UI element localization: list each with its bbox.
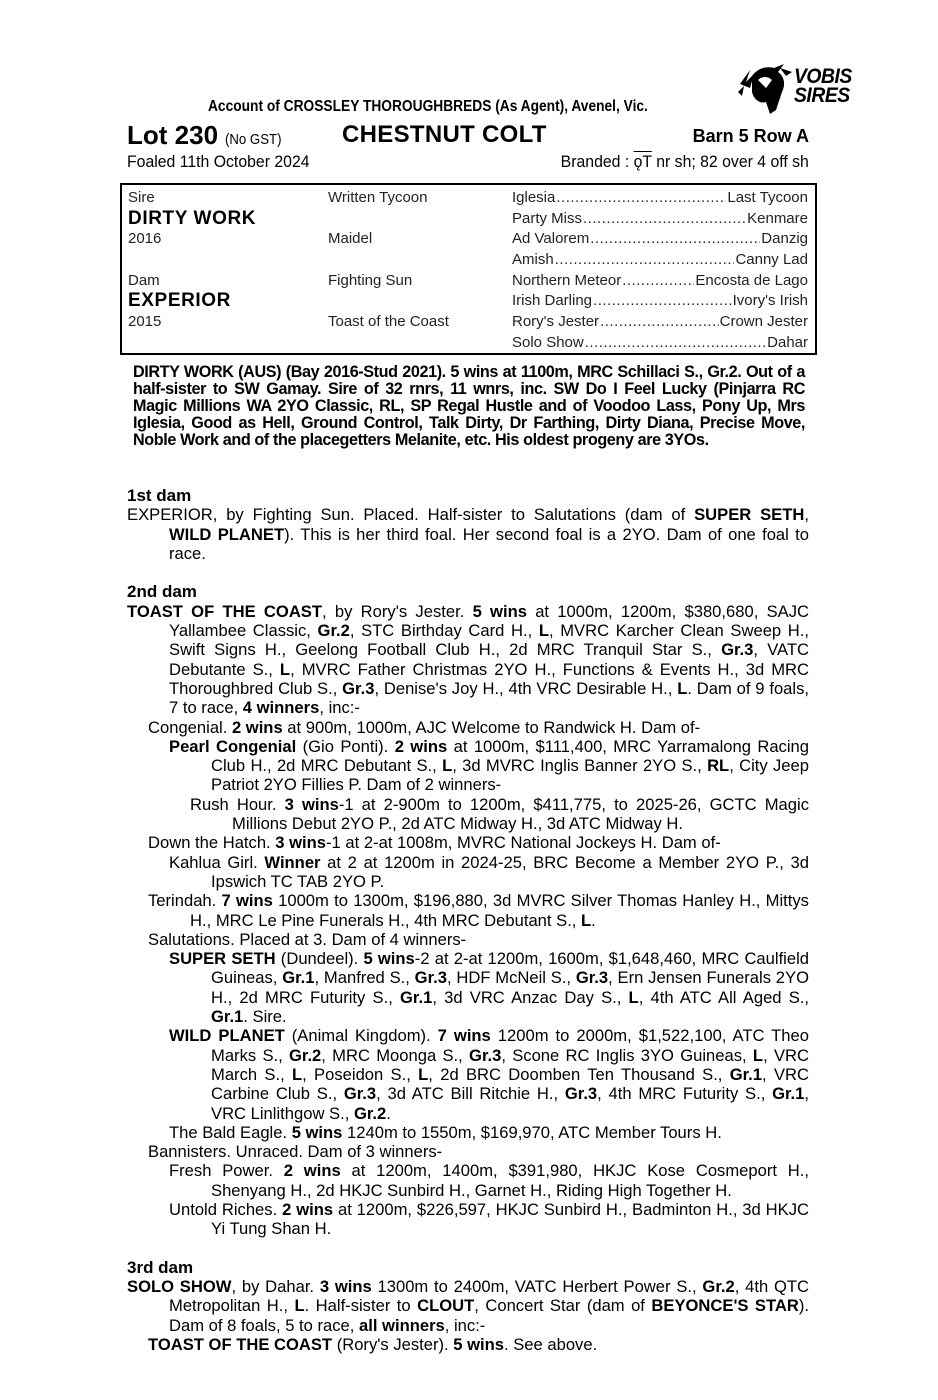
grandsire-paternal: Written Tycoon bbox=[328, 189, 428, 206]
vobis-sires-logo bbox=[736, 62, 871, 117]
pedigree-entry: Party Miss ..... Kenmare bbox=[512, 209, 808, 230]
family-entry: SUPER SETH (Dundeel). 5 wins-2 at 2-at 1200m, 1600m, $1,648,460, MRC Caulfield Guineas, Gr.1, Manfred S., Gr.3, HDF McNeil S., Gr.3, Ern Jensen Funerals 2YO H., 2d MRC Futurity S., Gr.1, 3d VRC Anzac Day S., L, 4th ATC All Aged S., Gr.1. Sire. bbox=[169, 949, 810, 1027]
barn-location: Barn 5 Row A bbox=[692, 126, 809, 146]
dam-year: 2015 bbox=[128, 313, 162, 331]
family-entry: Salutations. Placed at 3. Dam of 4 winners- bbox=[148, 929, 467, 949]
pedigree-entry: Rory's Jester ..... Crown Jester bbox=[512, 312, 808, 333]
pedigree-entry: Ad Valorem ..... Danzig bbox=[512, 229, 808, 250]
family-entry: Terindah. 7 wins 1000m to 1300m, $196,880, 3d MVRC Silver Thomas Hanley H., Mittys H., MRC Le Pine Funerals H., 4th MRC Debutant S., L. bbox=[148, 891, 809, 930]
family-entry: Bannisters. Unraced. Dam of 3 winners- bbox=[148, 1142, 443, 1162]
pedigree-entry: Northern Meteor ..... Encosta de Lago bbox=[512, 271, 808, 292]
pedigree-great-grandparents-column bbox=[512, 188, 808, 354]
family-entry: Down the Hatch. 3 wins-1 at 2-at 1008m, MVRC National Jockeys H. Dam of- bbox=[148, 833, 721, 853]
colour-sex: CHESTNUT COLT bbox=[342, 121, 547, 148]
granddam-maternal: Toast of the Coast bbox=[328, 313, 449, 331]
second-dam-section bbox=[127, 602, 809, 1239]
foal-row bbox=[127, 151, 809, 173]
pedigree-entry: Irish Darling ..... Ivory's Irish bbox=[512, 291, 808, 312]
family-details bbox=[127, 486, 809, 1354]
family-entry: The Bald Eagle. 5 wins 1240m to 1550m, $169,970, ATC Member Tours H. bbox=[169, 1122, 722, 1142]
grandsire-maternal: Fighting Sun bbox=[328, 271, 413, 289]
dam-label: Dam bbox=[128, 271, 160, 289]
pedigree-parents-column bbox=[128, 188, 328, 354]
logo-text: VOBIS SIRES bbox=[794, 65, 852, 107]
pedigree-table bbox=[120, 183, 817, 355]
family-entry: Fresh Power. 2 wins at 1200m, 1400m, $391,980, HKJC Kose Cosmeport H., Shenyang H., 2d HKJC Sunbird H., Garnet H., Riding High Together H. bbox=[169, 1161, 809, 1200]
family-entry: Untold Riches. 2 wins at 1200m, $226,597, HKJC Sunbird H., Badminton H., 3d HKJC Yi Tung Shan H. bbox=[169, 1199, 809, 1239]
family-entry: TOAST OF THE COAST, by Rory's Jester. 5 wins at 1000m, 1200m, $380,680, SAJC Yallambee Classic, Gr.2, STC Birthday Card H., L, MVRC Karcher Clean Sweep H., Swift Signs H., Geelong Football Club H., 2d MRC Tranquil Star S., Gr.3, VATC Debutante S., L, MVRC Father Christmas 2YO H., Functions & Events H., 3d MRC Thoroughbred Club S., Gr.3, Denise's Joy H., 4th VRC Desirable H., L. Dam of 9 foals, 7 to race, 4 winners, inc:- bbox=[127, 601, 810, 718]
dam-name: EXPERIOR bbox=[128, 290, 231, 312]
brand-mark: $\overline{ǫT}$ bbox=[633, 152, 652, 171]
family-entry: Congenial. 2 wins at 900m, 1000m, AJC Welcome to Randwick H. Dam of- bbox=[148, 717, 701, 737]
pedigree-entry: Solo Show ..... Dahar bbox=[512, 333, 808, 354]
third-dam-heading: 3rd dam bbox=[127, 1257, 194, 1277]
sire-year: 2016 bbox=[128, 230, 162, 248]
granddam-paternal: Maidel bbox=[328, 230, 373, 248]
second-dam-heading: 2nd dam bbox=[127, 582, 197, 602]
jockey-horse-icon bbox=[736, 62, 796, 117]
brand-info: Branded : $\overline{ǫT}$ nr sh; 82 over 4 off sh bbox=[560, 152, 809, 171]
sire-name: DIRTY WORK bbox=[128, 207, 257, 229]
lot-number: Lot 230 (No GST) bbox=[127, 120, 289, 155]
pedigree-grandparents-column bbox=[328, 188, 508, 354]
sire-summary: DIRTY WORK (AUS) (Bay 2016-Stud 2021). 5 wins at 1100m, MRC Schillaci S., Gr.2. Out of a half-sister to SW Gamay. Sire of 32 rnrs, 11 wnrs, inc. SW Do I Feel Lucky (Pinjarra RC Magic Millions WA 2YO Classic, RL, SP Regal Hustle and of Voodoo Lass, Pony Up, Mrs Iglesia, Good as Hell, Ground Control, Talk Dirty, Dr Farthing, Dirty Diana, Precise Move, Noble Work and of the placegetters Melanite, etc. His oldest progeny are 3YOs. bbox=[133, 363, 805, 449]
family-entry: Kahlua Girl. Winner at 2 at 1200m in 2024-25, BRC Become a Member 2YO P., 3d Ipswich TC TAB 2YO P. bbox=[169, 852, 809, 891]
lot-row bbox=[127, 120, 809, 150]
family-entry: TOAST OF THE COAST (Rory's Jester). 5 wins. See above. bbox=[148, 1335, 598, 1355]
family-entry: SOLO SHOW, by Dahar. 3 wins 1300m to 2400m, VATC Herbert Power S., Gr.2, 4th QTC Metropolitan H., L. Half-sister to CLOUT, Concert Star (dam of BEYONCE'S STAR). Dam of 8 foals, 5 to race, all winners, inc:- bbox=[127, 1277, 810, 1335]
vendor-line: Account of CROSSLEY THOROUGHBREDS (As Agent), Avenel, Vic. bbox=[208, 98, 648, 115]
family-entry: Rush Hour. 3 wins-1 at 2-900m to 1200m, $411,775, to 2025-26, GCTC Magic Millions Debut 2YO P., 2d ATC Midway H., 3d ATC Midway H. bbox=[190, 794, 809, 834]
third-dam-section bbox=[127, 1277, 809, 1354]
family-entry: Pearl Congenial (Gio Ponti). 2 wins at 1000m, $111,400, MRC Yarramalong Racing Club H., 2d MRC Debutant S., L, 3d MVRC Inglis Banner 2YO S., RL, City Jeep Patriot 2YO Fillies P. Dam of 2 winners- bbox=[169, 736, 809, 795]
first-dam-heading: 1st dam bbox=[127, 486, 192, 505]
sire-label: Sire bbox=[128, 189, 155, 206]
pedigree-entry: Amish ..... Canny Lad bbox=[512, 250, 808, 271]
first-dam-paragraph: EXPERIOR, by Fighting Sun. Placed. Half-sister to Salutations (dam of SUPER SETH, WILD PLANET). This is her third foal. Her second foal is a 2YO. Dam of one foal to race. bbox=[127, 505, 809, 563]
gst-note: (No GST) bbox=[225, 131, 282, 148]
foaled-date: Foaled 11th October 2024 bbox=[127, 152, 310, 171]
family-entry: WILD PLANET (Animal Kingdom). 7 wins 1200m to 2000m, $1,522,100, ATC Theo Marks S., Gr.2, MRC Moonga S., Gr.3, Scone RC Inglis 3YO Guineas, L, VRC March S., L, Poseidon S., L, 2d BRC Doomben Ten Thousand S., Gr.1, VRC Carbine Club S., Gr.3, 3d ATC Bill Ritchie H., Gr.3, 4th MRC Futurity S., Gr.1, VRC Linlithgow S., Gr.2. bbox=[169, 1026, 809, 1123]
pedigree-entry: Iglesia ..... Last Tycoon bbox=[512, 188, 808, 209]
